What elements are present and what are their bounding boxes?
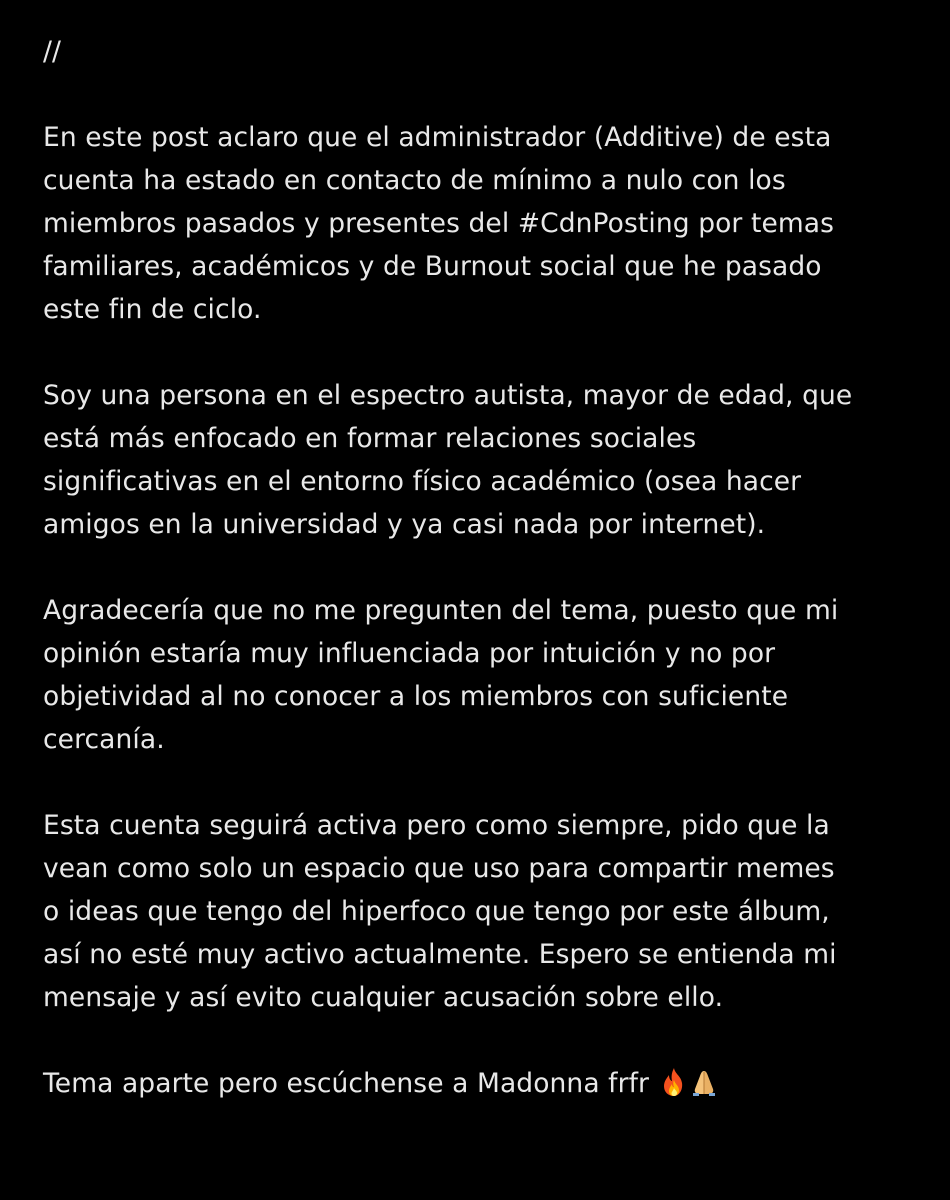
closing-text: Tema aparte pero escúchense a Madonna frfr — [43, 1068, 658, 1099]
paragraph-request: Agradecería que no me pregunten del tema, puesto que mi opinión estaría muy influenciada por intuición y no por objetividad al no conocer a los miembros con suficiente cercanía. — [43, 595, 839, 755]
note-body — [43, 30, 913, 1105]
fire-icon — [660, 1067, 688, 1097]
paragraph-disclaimer: En este post aclaro que el administrador (Additive) de esta cuenta ha estado en contacto de mínimo a nulo con los miembros pasados y presentes del #CdnPosting por temas familiares, académicos y de Burnout social que he pasado este fin de ciclo. — [43, 122, 835, 325]
paragraph-account-status: Esta cuenta seguirá activa pero como siempre, pido que la vean como solo un espacio que uso para compartir memes o ideas que tengo del hiperfoco que tengo por este álbum, así no esté muy activo actualmente. Espero se entienda mi mensaje y así evito cualquier acusación sobre ello. — [43, 810, 837, 1013]
folded-hands-icon — [690, 1067, 718, 1097]
paragraph-about-me: Soy una persona en el espectro autista, mayor de edad, que está más enfocado en formar relaciones sociales significativas en el entorno físico académico (osea hacer amigos en la universidad y ya casi nada por internet). — [43, 380, 853, 540]
paragraph-closing — [43, 1062, 913, 1105]
separator-line: // — [43, 36, 62, 67]
